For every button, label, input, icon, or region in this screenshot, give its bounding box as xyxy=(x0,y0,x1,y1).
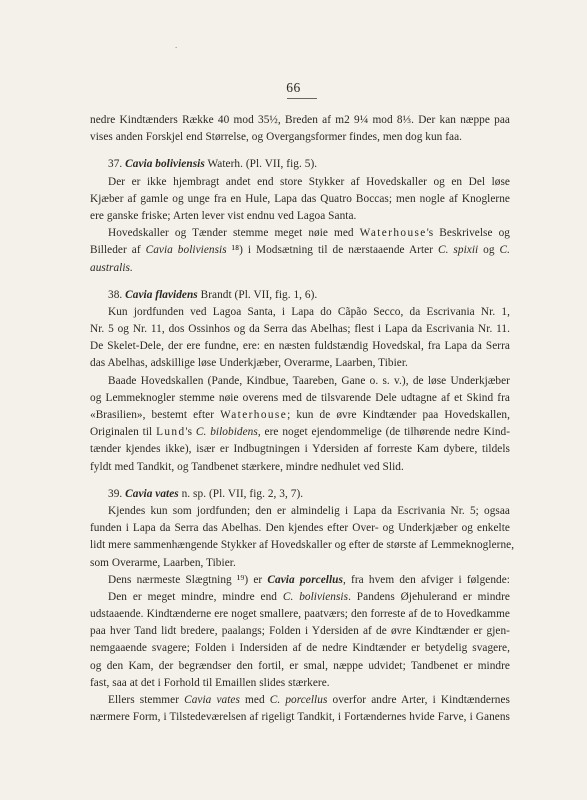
text-line xyxy=(90,692,510,709)
text-run: fast, saa at det i Forhold til Emaillen slides stærkere. xyxy=(90,676,330,689)
text-run: nemgaaende svagere; Folden i Indersiden af de nedre Kindtænder er betydelig svagere, xyxy=(90,642,510,655)
paragraph-gap xyxy=(90,277,510,287)
text-run: Billeder af xyxy=(90,244,146,257)
text-line xyxy=(90,623,510,640)
text-run: tænder kjendes ikke), især er Indbugtningen i Ydersiden af forreste Kam dybere, tildels xyxy=(90,443,510,456)
text-run: Originalen til xyxy=(90,426,157,439)
text-line xyxy=(90,486,510,503)
author-name: Waterhouse xyxy=(359,227,427,240)
text-run: funden i Lapa da Serra das Abelhas. Den kjendes efter Over- og Underkjæber og enkelte xyxy=(90,522,510,535)
text-line xyxy=(90,407,510,424)
text-line xyxy=(90,640,510,657)
text-line xyxy=(90,572,510,589)
text-run: overfor andre Arter, i Kindtændernes xyxy=(327,694,510,706)
text-run: C. xyxy=(499,244,510,257)
paragraph-gap xyxy=(90,146,510,156)
text-run: 's xyxy=(185,426,196,439)
text-run: Kun jordfunden ved Lagoa Santa, i Lapa do Cãpão Secco, da Escrivania Nr. 1, xyxy=(108,305,510,318)
text-run: C. boliviensis xyxy=(282,590,349,603)
text-line xyxy=(90,606,510,623)
text-run: Baade Hovedskallen (Pande, Kindbue, Taareben, Gane o. s. v.), de løse Underkjæber xyxy=(108,374,510,387)
text-run: Cavia vates xyxy=(184,694,240,706)
text-run: Cavia boliviensis xyxy=(145,244,227,257)
text-run: Den er meget mindre, mindre end xyxy=(108,590,283,603)
text-run: paa hver Tand lidt bredere, paalangs; Folden i Ydersiden af de øvre Kindtænder er gjen- xyxy=(90,625,510,638)
text-run: Brandt (Pl. VII, fig. 1, 6). xyxy=(197,288,318,301)
text-run: vises anden Forskjel end Størrelse, og Overgangsformer findes, men dog kun faa. xyxy=(90,131,463,144)
species-name: Cavia porcellus xyxy=(267,573,343,586)
text-line xyxy=(90,424,510,441)
text-run: og xyxy=(478,244,500,257)
author-name: Lund xyxy=(156,426,186,439)
text-run: 39. xyxy=(108,487,126,500)
page-number-rule xyxy=(287,98,317,99)
page-number: 66 xyxy=(286,80,301,95)
text-run: Hovedskaller og Tænder stemme meget nøie med xyxy=(108,227,360,240)
text-line xyxy=(90,537,515,554)
text-run: australis. xyxy=(90,261,133,274)
text-run: De Skelet-Dele, der ere fundne, ere: en næsten fuldstændig Hovedskal, fra Lapa da Serra xyxy=(90,340,510,353)
text-run: ; kun de øvre Kindtænder paa Hovedskallen, xyxy=(287,409,510,421)
text-run: 37. xyxy=(108,158,126,171)
text-line xyxy=(90,208,510,225)
text-run: nedre Kindtænders Række 40 mod 35½, Breden af m2 9¼ mod 8⅓. Der kan næppe paa xyxy=(90,114,510,126)
author-name: Waterhouse xyxy=(220,409,288,421)
text-line xyxy=(90,287,510,304)
text-line xyxy=(90,355,510,372)
text-run: som Overarme, Laarben, Tibier. xyxy=(90,556,236,569)
text-line xyxy=(90,304,510,321)
text-line xyxy=(90,338,510,355)
body-text xyxy=(90,112,515,726)
text-line xyxy=(90,658,510,675)
text-run: Dens nærmeste Slægtning ¹⁹) er xyxy=(108,573,268,586)
species-name: Cavia flavidens xyxy=(125,288,198,301)
text-run: «Brasilien», bestemt efter xyxy=(90,409,221,421)
text-run: og Lemmeknogler stemme nøie overens med de tilsvarende Dele udtagne af et Skind fra xyxy=(90,391,510,404)
text-run: Der er ikke hjembragt andet end store Stykker af Hovedskaller og en Del løse xyxy=(108,175,510,188)
text-line xyxy=(90,459,510,476)
text-run: Kjendes kun som jordfunden; den er almindelig i Lapa da Escrivania Nr. 5; ogsaa xyxy=(108,504,510,517)
text-run: , ere noget ejendommelige (de tilhørende nedre Kind- xyxy=(257,426,511,439)
species-name: Cavia vates xyxy=(125,487,179,500)
text-run: Ellers stemmer xyxy=(108,694,185,706)
text-line xyxy=(90,129,510,146)
text-run: C. porcellus xyxy=(269,694,328,706)
text-run: med xyxy=(239,694,270,706)
text-run: C. spixii xyxy=(438,244,479,257)
text-line xyxy=(90,112,510,129)
text-run: fyldt med Tandkit, og Tandbenet stærkere, mindre nedhulet ved Slid. xyxy=(90,460,404,473)
text-line xyxy=(90,520,510,537)
text-run: das Abelhas, adskillige løse Underkjæber, Overarme, Laarben, Tibier. xyxy=(90,357,408,370)
text-run: Kjæber af gamle og unge fra en Hule, Lapa das Quatro Boccas; men nogle af Knoglerne xyxy=(90,192,510,205)
text-line xyxy=(90,709,510,726)
text-line xyxy=(90,373,510,390)
text-run: nærmere Form, i Tilstedeværelsen af rigeligt Tandkit, i Fortændernes hvide Farve, i Ganens xyxy=(90,711,510,724)
text-run: ¹⁸) i Modsætning til de nærstaaende Arter xyxy=(226,244,438,257)
text-run: ere ganske friske; Arten lever vist endnu ved Lagoa Santa. xyxy=(90,209,357,222)
text-line xyxy=(90,191,510,208)
text-run: , fra hvem den afviger i følgende: xyxy=(342,573,510,586)
text-run: og den Kam, der begrændser den fortil, er smal, næppe udvidet; Tandbenet er mindre xyxy=(90,659,510,672)
text-line xyxy=(90,156,510,173)
text-line xyxy=(90,675,510,692)
paragraph-gap xyxy=(90,476,510,486)
text-run: udstaaende. Kindtænderne ere noget smallere, paatværs; den forreste af de to Hovedkamme xyxy=(90,608,510,621)
text-line xyxy=(90,260,510,277)
text-run: 38. xyxy=(108,288,126,301)
page-speck: . xyxy=(175,40,178,50)
text-line xyxy=(90,225,510,242)
text-line xyxy=(90,390,510,407)
text-run: 's Beskrivelse og xyxy=(426,227,510,240)
text-run: n. sp. (Pl. VII, fig. 2, 3, 7). xyxy=(178,487,304,500)
species-name: Cavia boliviensis xyxy=(125,158,205,171)
text-line xyxy=(90,321,510,338)
text-run: Waterh. (Pl. VII, fig. 5). xyxy=(204,158,318,171)
text-run: C. bilobidens xyxy=(195,426,258,439)
text-line xyxy=(90,589,510,606)
text-run: . Pandens Øjehulerand er mindre xyxy=(348,590,510,603)
text-line xyxy=(90,174,510,191)
text-line xyxy=(90,242,510,259)
text-line xyxy=(90,441,510,458)
text-run: lidt mere sammenhængende Stykker af Hovedskaller og efter de største af Lemmeknoglerne, xyxy=(90,539,515,552)
text-run: Nr. 5 og Nr. 11, dos Ossinhos og da Serra das Abelhas; flest i Lapa da Escrivania Nr. 11. xyxy=(90,323,510,336)
text-line xyxy=(90,503,510,520)
text-line xyxy=(90,555,510,572)
